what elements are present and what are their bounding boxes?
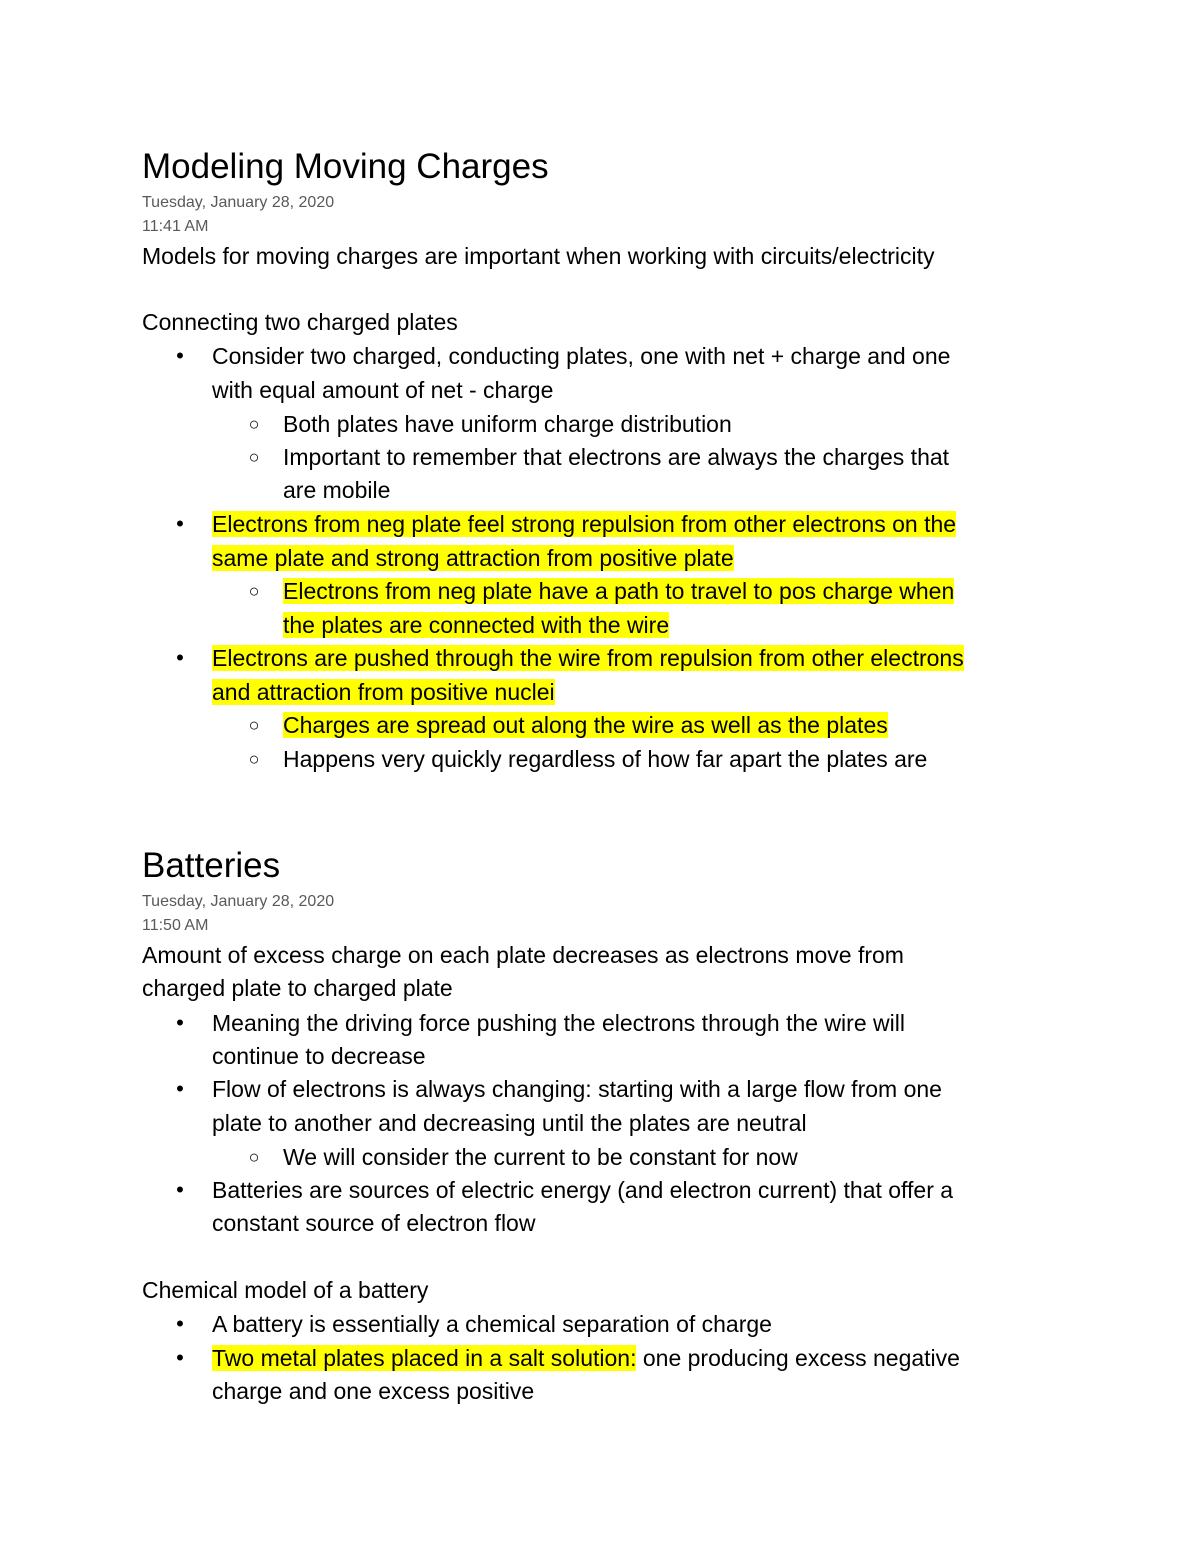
bullet-text: Batteries are sources of electric energy (and electron current) that offer a xyxy=(212,1177,954,1203)
intro-text: Models for moving charges are important when working with circuits/electricity xyxy=(142,243,935,269)
sub-bullet-icon: ○ xyxy=(248,749,260,769)
highlight: same plate and strong attraction from positive plate xyxy=(212,545,734,571)
sub-bullet-icon: ○ xyxy=(248,715,260,735)
bullet-icon: • xyxy=(176,511,184,536)
bullet-icon: • xyxy=(176,343,184,368)
bullet-icon: • xyxy=(176,1311,184,1336)
subheading-connecting-plates: Connecting two charged plates xyxy=(142,309,458,335)
sub-bullet-text: Important to remember that electrons are always the charges that xyxy=(283,444,950,470)
highlight: Electrons are pushed through the wire from repulsion from other electrons xyxy=(212,645,964,671)
highlighted-bullet-text-cont xyxy=(212,541,734,575)
highlight: Electrons from neg plate feel strong repulsion from other electrons on the xyxy=(212,511,957,537)
bullet-text: Flow of electrons is always changing: starting with a large flow from one xyxy=(212,1076,942,1102)
highlighted-sub-bullet-text-cont xyxy=(283,608,669,642)
highlight: and attraction from positive nuclei xyxy=(212,679,555,705)
section-date: Tuesday, January 28, 2020 xyxy=(142,194,335,211)
partially-highlighted-bullet-text xyxy=(212,1341,960,1375)
highlighted-bullet-text xyxy=(212,641,964,675)
sub-bullet-text: Both plates have uniform charge distribution xyxy=(283,411,732,437)
section-time: 11:41 AM xyxy=(142,218,209,235)
highlight: the plates are connected with the wire xyxy=(283,612,670,638)
highlighted-sub-bullet-text xyxy=(283,708,888,742)
bullet-text-cont: continue to decrease xyxy=(212,1043,426,1069)
bullet-text-cont: with equal amount of net - charge xyxy=(212,377,554,403)
bullet-icon: • xyxy=(176,1345,184,1370)
sub-bullet-text-cont: are mobile xyxy=(283,477,391,503)
bullet-text-cont: charge and one excess positive xyxy=(212,1378,535,1404)
sub-bullet-icon: ○ xyxy=(248,414,260,434)
section-title-batteries: Batteries xyxy=(142,846,281,885)
intro-text-cont: charged plate to charged plate xyxy=(142,975,453,1001)
section-date: Tuesday, January 28, 2020 xyxy=(142,893,335,910)
section-title-modeling-moving-charges: Modeling Moving Charges xyxy=(142,147,549,186)
subheading-chemical-model: Chemical model of a battery xyxy=(142,1277,429,1303)
sub-bullet-text: Happens very quickly regardless of how far apart the plates are xyxy=(283,746,928,772)
intro-text: Amount of excess charge on each plate decreases as electrons move from xyxy=(142,942,904,968)
highlighted-bullet-text xyxy=(212,507,956,541)
sub-bullet-icon: ○ xyxy=(248,1147,260,1167)
highlight: Charges are spread out along the wire as well as the plates xyxy=(283,712,888,738)
highlighted-bullet-text-cont xyxy=(212,675,555,709)
highlighted-sub-bullet-text xyxy=(283,574,954,608)
bullet-icon: • xyxy=(176,1010,184,1035)
sub-bullet-icon: ○ xyxy=(248,581,260,601)
bullet-text: A battery is essentially a chemical separation of charge xyxy=(212,1311,772,1337)
bullet-icon: • xyxy=(176,1177,184,1202)
section-time: 11:50 AM xyxy=(142,917,209,934)
bullet-text-cont: plate to another and decreasing until the plates are neutral xyxy=(212,1110,807,1136)
bullet-text: Consider two charged, conducting plates, one with net + charge and one xyxy=(212,343,951,369)
sub-bullet-icon: ○ xyxy=(248,447,260,467)
bullet-icon: • xyxy=(176,1076,184,1101)
bullet-text: Meaning the driving force pushing the electrons through the wire will xyxy=(212,1010,905,1036)
highlight: Electrons from neg plate have a path to travel to pos charge when xyxy=(283,578,955,604)
bullet-text-cont: constant source of electron flow xyxy=(212,1210,536,1236)
bullet-icon: • xyxy=(176,645,184,670)
highlight: Two metal plates placed in a salt solution: xyxy=(212,1345,637,1371)
sub-bullet-text: We will consider the current to be constant for now xyxy=(283,1144,798,1170)
bullet-text-rest: one producing excess negative xyxy=(636,1345,960,1371)
